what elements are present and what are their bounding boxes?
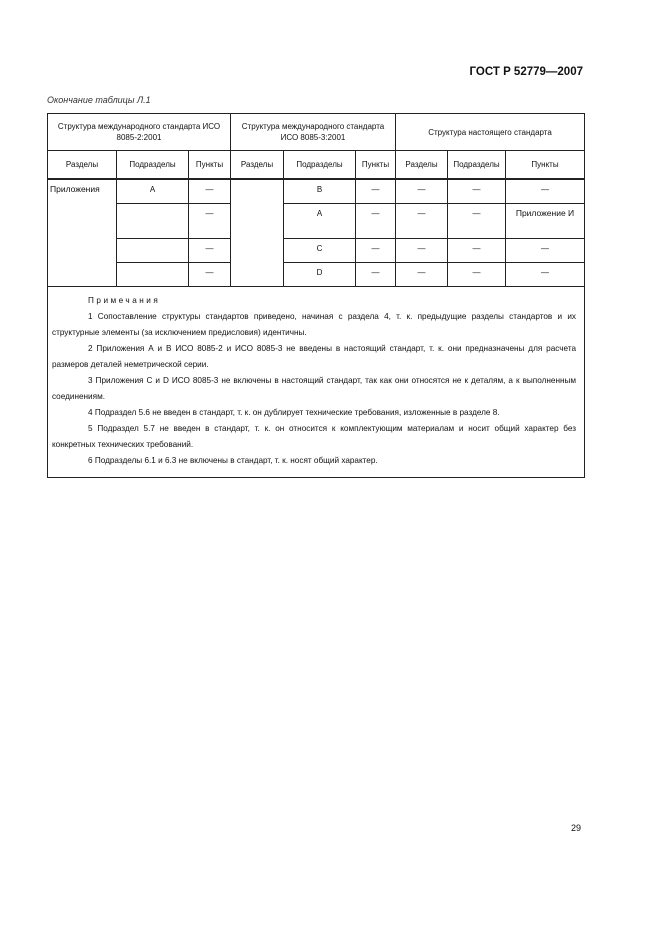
note-item: 2 Приложения А и В ИСО 8085-2 и ИСО 8085-3 не введены в настоящий стандарт, т. к. они предназначены для расчета размеров деталей неметрической серии.: [52, 344, 577, 369]
table-cell: —: [396, 179, 448, 204]
notes-block: [48, 287, 585, 478]
structure-comparison-table: [47, 113, 585, 478]
table-cell: [231, 179, 284, 287]
column-header: Пункты: [356, 151, 396, 180]
table-cell: —: [506, 179, 585, 204]
table-cell: В: [284, 179, 356, 204]
group-header: Структура настоящего стандарта: [396, 114, 585, 151]
column-header: Пункты: [506, 151, 585, 180]
table-cell: [117, 204, 189, 239]
table-row: [48, 179, 585, 204]
table-cell: —: [396, 239, 448, 263]
table-cell: —: [448, 204, 506, 239]
note-item: 3 Приложения С и D ИСО 8085-3 не включены в настоящий стандарт, так как они относятся не к деталям, а к выполненным соединениям.: [52, 376, 577, 401]
table-cell: —: [356, 179, 396, 204]
table-cell: [117, 239, 189, 263]
table-cell: —: [448, 179, 506, 204]
table-cell: —: [506, 239, 585, 263]
table-cell: —: [448, 263, 506, 287]
table-cell: —: [448, 239, 506, 263]
document-header: ГОСТ Р 52779—2007: [469, 66, 583, 78]
table-cell: Приложения: [48, 179, 117, 287]
table-caption: Окончание таблицы Л.1: [47, 95, 151, 105]
table-cell: —: [396, 263, 448, 287]
column-header: Разделы: [231, 151, 284, 180]
note-item: 6 Подразделы 6.1 и 6.3 не включены в стандарт, т. к. носят общий характер.: [88, 456, 378, 465]
column-header: Разделы: [396, 151, 448, 180]
table-cell: С: [284, 239, 356, 263]
table-cell: [117, 263, 189, 287]
table-cell: Приложение И: [506, 204, 585, 239]
note-item: 5 Подраздел 5.7 не введен в стандарт, т. к. он относится к комплектующим материалам и носит общий характер без конкретных технических требований.: [52, 424, 577, 449]
table-cell: А: [117, 179, 189, 204]
table-cell: —: [189, 204, 231, 239]
table-cell: —: [189, 179, 231, 204]
group-header: Структура международного стандарта ИСО 8085-2:2001: [48, 114, 231, 151]
table-cell: —: [356, 239, 396, 263]
column-header: Подразделы: [448, 151, 506, 180]
note-item: 1 Сопоставление структуры стандартов приведено, начиная с раздела 4, т. к. предыдущие разделы стандартов и их структурные элементы (за исключением предисловия) идентичны.: [52, 312, 577, 337]
page-number: 29: [571, 823, 582, 833]
table-cell: А: [284, 204, 356, 239]
table-cell: —: [396, 204, 448, 239]
table-cell: —: [506, 263, 585, 287]
column-header: Пункты: [189, 151, 231, 180]
table-row: [48, 263, 585, 287]
notes-title: Примечания: [88, 296, 161, 305]
note-item: 4 Подраздел 5.6 не введен в стандарт, т. к. он дублирует технические требования, изложенные в разделе 8.: [88, 408, 500, 417]
column-header: Подразделы: [117, 151, 189, 180]
column-header: Подразделы: [284, 151, 356, 180]
group-header: Структура международного стандарта ИСО 8085-3:2001: [231, 114, 396, 151]
table-row: [48, 204, 585, 239]
table-cell: —: [356, 204, 396, 239]
table-cell: —: [189, 263, 231, 287]
column-header: Разделы: [48, 151, 117, 180]
table-cell: D: [284, 263, 356, 287]
table-row: [48, 239, 585, 263]
table-cell: —: [356, 263, 396, 287]
table-cell: —: [189, 239, 231, 263]
